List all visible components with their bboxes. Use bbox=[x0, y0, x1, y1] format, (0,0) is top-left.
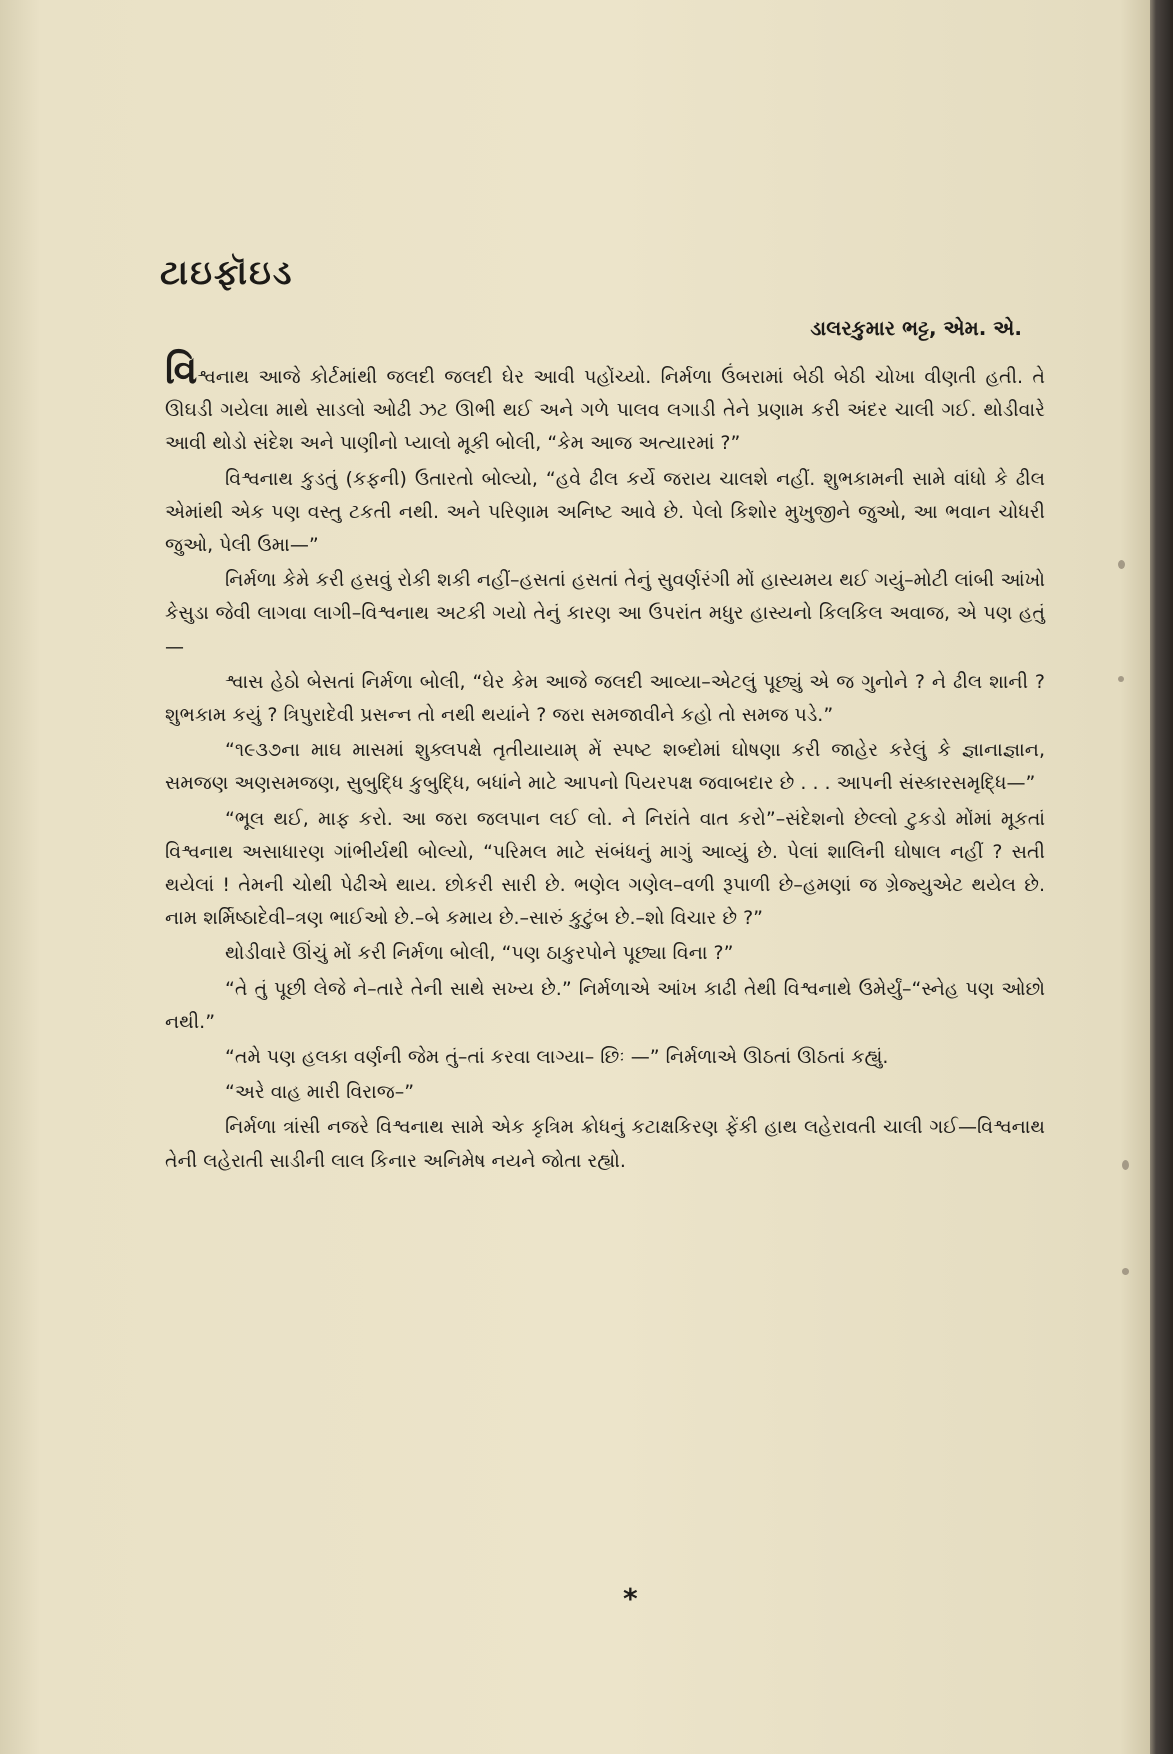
article-title: ટાઇફૉઇડ bbox=[160, 253, 294, 293]
paper-spot bbox=[1122, 1268, 1129, 1275]
paper-spot bbox=[1118, 676, 1124, 682]
paper-spot bbox=[1118, 560, 1125, 569]
page-edge bbox=[1150, 0, 1173, 1754]
paragraph-3: નિર્મળા કેમે કરી હસવું રોકી શકી નહીં–હસતાં હસતાં તેનું સુવર્ણરંગી મોં હાસ્યમય થઈ ગયું–મોટી લાંબી આંખો કેસુડા જેવી લાગવા લાગી–વિશ્વનાથ અટકી ગયો તેનું કારણ આ ઉપરાંત મધુર હાસ્યનો કિલકિલ અવાજ, એ પણ હતું— bbox=[165, 569, 1045, 658]
paragraph-1 bbox=[165, 348, 1045, 461]
paragraph-9: “તમે પણ હલકા વર્ણની જેમ તું–તાં કરવા લાગ્યા– છિઃ —” નિર્મળાએ ઊઠતાં ઊઠતાં કહ્યું. bbox=[225, 1046, 889, 1069]
paragraph-5: “૧૯૩૭ના માઘ માસમાં શુક્લપક્ષે તૃતીયાયામ્ મેં સ્પષ્ટ શબ્દોમાં ઘોષણા કરી જાહેર કરેલું કે જ્ઞાનાજ્ઞાન, સમજણ અણસમજણ, સુબુદ્ધિ કુબુદ્ધિ, બધાંને માટે આપનો પિયરપક્ષ જવાબદાર છે . . . આપની સંસ્કારસમૃદ્ધિ—” bbox=[165, 739, 1045, 795]
paragraph-4: શ્વાસ હેઠો બેસતાં નિર્મળા બોલી, “ઘેર કેમ આજે જલદી આવ્યા–એટલું પૂછ્યું એ જ ગુનોને ? ને ઢીલ શાની ? શુભકામ કયું ? ત્રિપુરાદેવી પ્રસન્ન તો નથી થયાંને ? જરા સમજાવીને કહો તો સમજ પડે.” bbox=[165, 670, 1045, 727]
paragraph-7: થોડીવારે ઊંચું મોં કરી નિર્મળા બોલી, “પણ ઠાકુરપોને પૂછ્યા વિના ?” bbox=[225, 942, 734, 965]
paragraph-6: “ભૂલ થઈ, માફ કરો. આ જરા જલપાન લઈ લો. ને નિરાંતે વાત કરો”–સંદેશનો છેલ્લો ટુકડો મોંમાં મૂકતાં વિશ્વનાથ અસાધારણ ગાંભીર્યથી બોલ્યો, “પરિમલ માટે સંબંધનું માગું આવ્યું છે. પેલાં શાલિની ઘોષાલ નહીં ? સતી થયેલાં ! તેમની ચોથી પેઢીએ થાય. છોકરી સારી છે. ભણેલ ગણેલ–વળી રૂપાળી છે–હમણાં જ ગ્રેજ્યુએટ થયેલ છે. નામ શર્મિષ્ઠાદેવી–ત્રણ ભાઈઓ છે.–બે કમાય છે.–સારું કુટુંબ છે.–શો વિચાર છે ?” bbox=[165, 807, 1045, 930]
paper-spot bbox=[1122, 1160, 1129, 1170]
paragraph-8: “તે તું પૂછી લેજે ને–તારે તેની સાથે સખ્ય છે.” નિર્મળાએ આંખ કાઢી તેથી વિશ્વનાથે ઉમેર્યું–“સ્નેહ પણ ઓછો નથી.” bbox=[165, 977, 1045, 1033]
paragraph-2: વિશ્વનાથ કુડતું (કફની) ઉતારતો બોલ્યો, “હવે ઢીલ કર્યે જરાય ચાલશે નહીં. શુભકામની સામે વાંધો કે ઢીલ એમાંથી એક પણ વસ્તુ ટકતી નથી. અને પરિણામ અનિષ્ટ આવે છે. પેલો કિશોર મુખુજીને જુઓ, આ ભવાન ચોધરી જુઓ, પેલી ઉમા—” bbox=[165, 467, 1045, 557]
end-mark: * bbox=[623, 1582, 638, 1615]
paragraph-text: શ્વનાથ આજે કોર્ટમાંથી જલદી જલદી ઘેર આવી પહોંચ્યો. નિર્મળા ઉંબરામાં બેઠી બેઠી ચોખા વીણતી હતી. તે ઊઘડી ગયેલા માથે સાડલો ઓઢી ઝટ ઊભી થઈ અને ગળે પાલવ લગાડી તેને પ્રણામ કરી અંદર ચાલી ગઈ. થોડીવારે આવી થોડો સંદેશ અને પાણીનો પ્યાલો મૂકી બોલી, “કેમ આજ અત્યારમાં ?” bbox=[165, 366, 1045, 455]
author-byline: ડાલરકુમાર ભટ્ટ, એમ. એ. bbox=[810, 316, 1022, 340]
drop-cap: વિ bbox=[165, 348, 198, 392]
article-body bbox=[165, 348, 1045, 1180]
paragraph-10: “અરે વાહ મારી વિરાજ–” bbox=[225, 1081, 415, 1104]
paragraph-11: નિર્મળા ત્રાંસી નજરે વિશ્વનાથ સામે એક કૃત્રિમ ક્રોધનું કટાક્ષકિરણ ફેંકી હાથ લહેરાવતી ચાલી ગઈ—વિશ્વનાથ તેની લહેરાતી સાડીની લાલ કિનાર અનિમેષ નયને જોતા રહ્યો. bbox=[165, 1116, 1045, 1172]
